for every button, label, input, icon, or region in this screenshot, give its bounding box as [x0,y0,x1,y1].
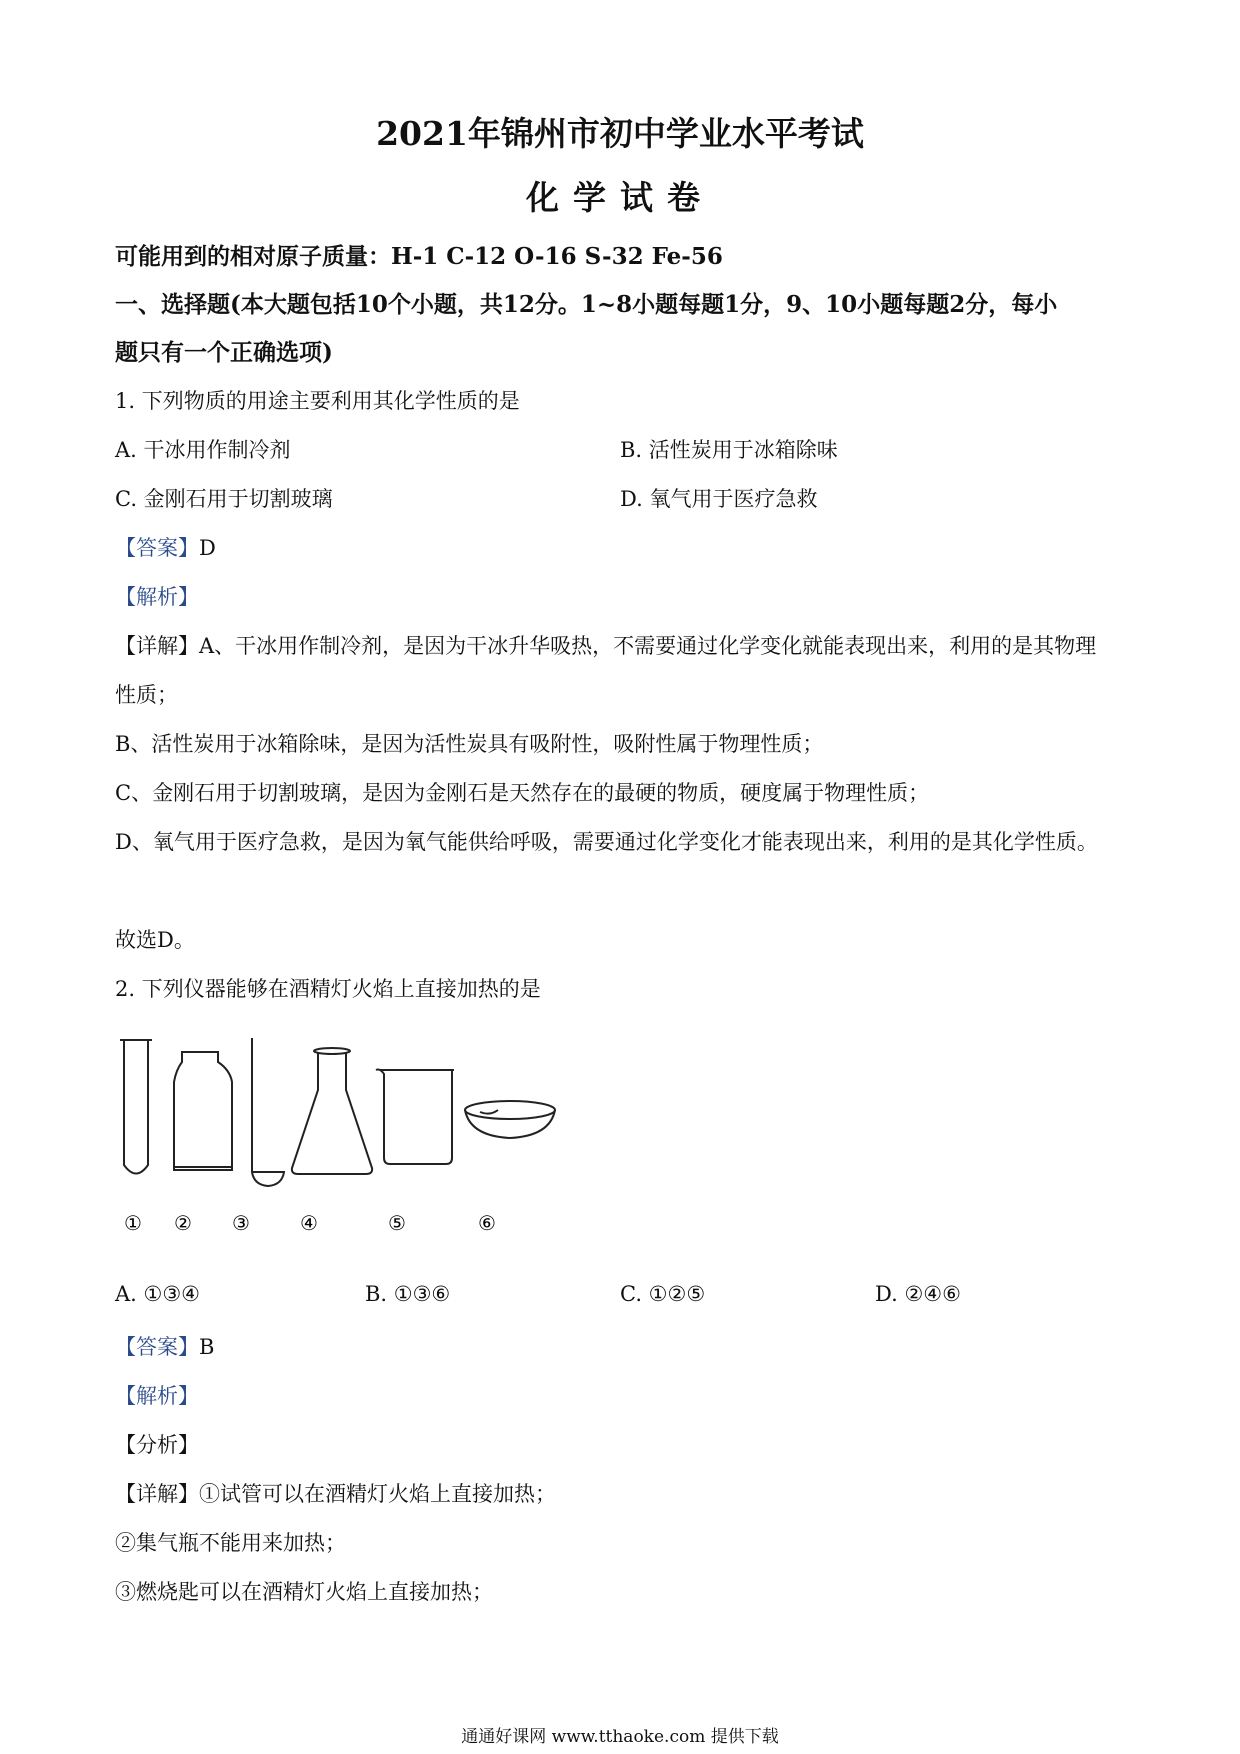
answer-tag: 【答案】 [115,536,199,560]
figure-label: ② [174,1211,192,1235]
section-heading-line2: 题只有一个正确选项) [115,339,333,366]
q1-option-a: A. 干冰用作制冷剂 [115,438,291,462]
q2-fenxi-tag: 【分析】 [115,1433,199,1457]
q2-detail-2: ②集气瓶不能用来加热； [115,1531,346,1555]
q1-analysis-tag: 【解析】 [115,585,199,609]
q1-option-b: B. 活性炭用于冰箱除味 [620,438,838,462]
figure-label: ⑤ [388,1211,406,1235]
footer-watermark: 通通好课网 www.tthaoke.com 提供下载 [461,1727,779,1747]
answer-value: D [199,536,216,560]
figure-label: ④ [300,1211,318,1235]
q1-stem: 1. 下列物质的用途主要利用其化学性质的是 [115,389,520,413]
answer-tag: 【答案】 [115,1335,199,1359]
detail-text: A、干冰用作制冷剂，是因为干冰升华吸热，不需要通过化学变化就能表现出来，利用的是其物理 [199,634,1097,658]
q1-conclusion: 故选D。 [115,928,195,952]
q2-stem: 2. 下列仪器能够在酒精灯火焰上直接加热的是 [115,977,541,1001]
q2-option-c: C. ①②⑤ [620,1282,706,1306]
q1-detail-b: B、活性炭用于冰箱除味，是因为活性炭具有吸附性，吸附性属于物理性质； [115,732,824,756]
q1-detail-c: C、金刚石用于切割玻璃，是因为金刚石是天然存在的最硬的物质，硬度属于物理性质； [115,781,930,805]
q2-detail-3: ③燃烧匙可以在酒精灯火焰上直接加热； [115,1580,493,1604]
detail-text: ①试管可以在酒精灯火焰上直接加热； [199,1482,556,1506]
page-subtitle: 化学试卷 [526,178,714,217]
figure-label: ⑥ [478,1211,496,1235]
q2-answer [115,1331,214,1361]
figure-label: ① [124,1211,142,1235]
beaker-icon [376,1070,454,1165]
apparatus-figure [110,1030,610,1260]
test-tube-icon [120,1040,152,1174]
gas-bottle-icon [174,1052,232,1170]
q1-answer [115,532,216,562]
atomic-masses: 可能用到的相对原子质量：H-1 C-12 O-16 S-32 Fe-56 [115,243,723,270]
q2-option-d: D. ②④⑥ [875,1282,961,1306]
section-heading-line1: 一、选择题(本大题包括10个小题，共12分。1~8小题每题1分，9、10小题每题2分，每小 [115,291,1058,318]
detail-tag: 【详解】 [115,1482,199,1506]
figure-label: ③ [232,1211,250,1235]
q1-detail-d: D、氧气用于医疗急救，是因为氧气能供给呼吸，需要通过化学变化才能表现出来，利用的是其化学性质。 [115,830,1098,854]
q1-detail-a1 [115,630,1096,660]
evaporating-dish-icon [465,1101,555,1138]
q1-detail-a2: 性质； [115,683,178,707]
q2-detail-1 [115,1478,556,1508]
q1-option-d: D. 氧气用于医疗急救 [620,487,818,511]
q2-option-a: A. ①③④ [115,1282,200,1306]
q2-analysis-tag: 【解析】 [115,1384,199,1408]
combustion-spoon-icon [252,1038,284,1186]
conical-flask-icon [292,1048,372,1174]
detail-tag: 【详解】 [115,634,199,658]
answer-value: B [199,1335,215,1359]
q1-option-c: C. 金刚石用于切割玻璃 [115,487,333,511]
page-title: 2021年锦州市初中学业水平考试 [376,114,864,153]
q2-option-b: B. ①③⑥ [365,1282,451,1306]
